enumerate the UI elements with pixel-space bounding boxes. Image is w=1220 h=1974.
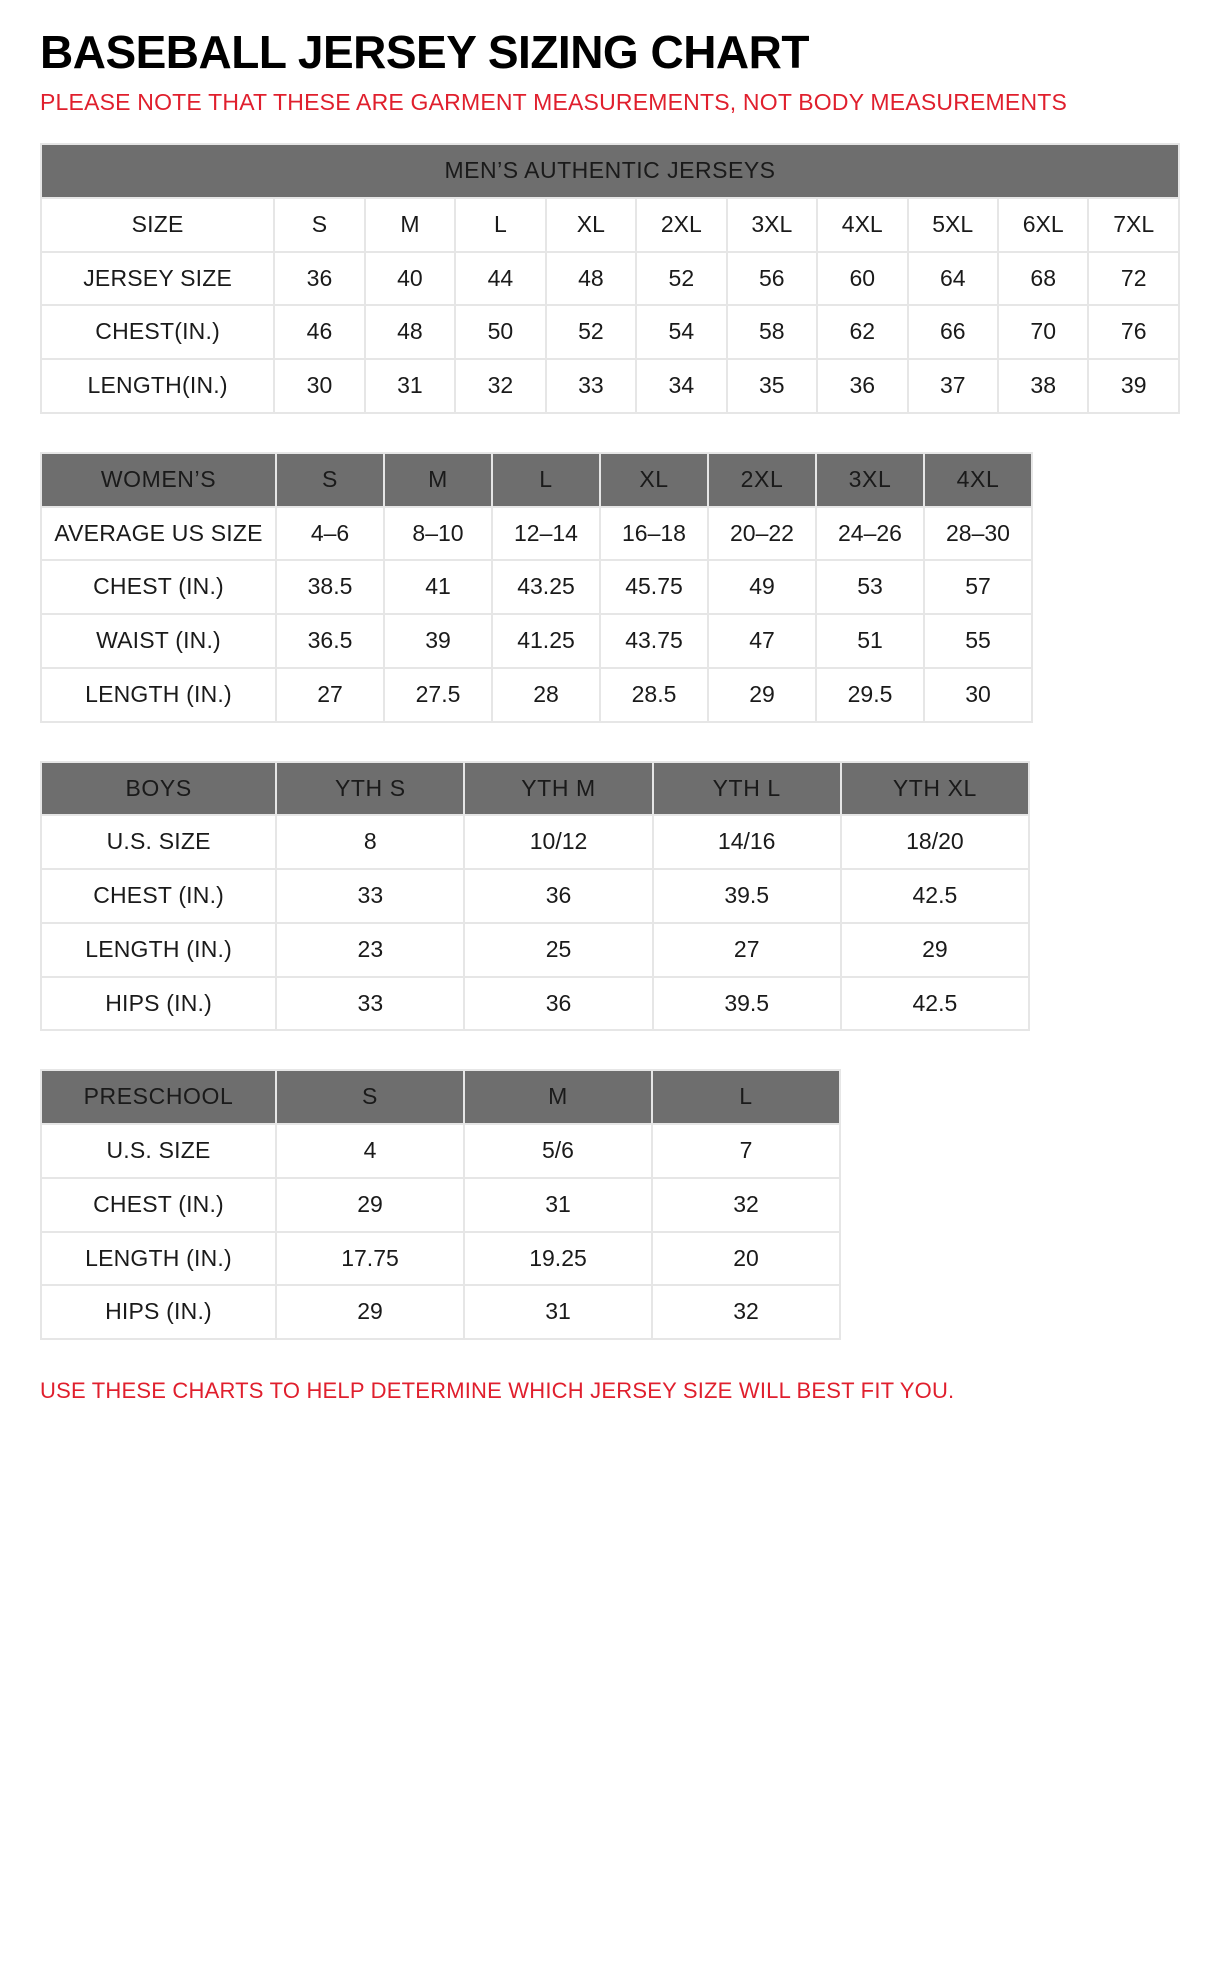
cell: 38 (998, 359, 1088, 413)
preschool-label: PRESCHOOL (41, 1070, 276, 1124)
preschool-size-s: S (276, 1070, 464, 1124)
cell: 52 (546, 305, 636, 359)
row-label: LENGTH (IN.) (41, 1232, 276, 1286)
cell: 16–18 (600, 507, 708, 561)
mens-size-header-row (41, 198, 1179, 252)
row-label: CHEST (IN.) (41, 1178, 276, 1232)
womens-size-l: L (492, 453, 600, 507)
cell: 40 (365, 252, 455, 306)
mens-size-3xl: 3XL (727, 198, 817, 252)
cell: 20–22 (708, 507, 816, 561)
cell: 31 (365, 359, 455, 413)
cell: 54 (636, 305, 726, 359)
cell: 37 (908, 359, 998, 413)
table-row (41, 815, 1029, 869)
preschool-sizing-table (40, 1069, 841, 1340)
cell: 39.5 (653, 977, 841, 1031)
table-row (41, 1232, 840, 1286)
mens-size-s: S (274, 198, 364, 252)
boys-header-row (41, 762, 1029, 816)
cell: 36 (274, 252, 364, 306)
cell: 66 (908, 305, 998, 359)
cell: 50 (455, 305, 545, 359)
mens-size-5xl: 5XL (908, 198, 998, 252)
womens-size-s: S (276, 453, 384, 507)
cell: 52 (636, 252, 726, 306)
cell: 29 (841, 923, 1029, 977)
row-label: LENGTH (IN.) (41, 923, 276, 977)
cell: 34 (636, 359, 726, 413)
row-label: U.S. SIZE (41, 1124, 276, 1178)
mens-size-xl: XL (546, 198, 636, 252)
table-row (41, 668, 1032, 722)
table-row (41, 560, 1032, 614)
mens-sizing-table (40, 143, 1180, 414)
cell: 24–26 (816, 507, 924, 561)
cell: 39 (384, 614, 492, 668)
cell: 55 (924, 614, 1032, 668)
table-row (41, 1285, 840, 1339)
mens-size-4xl: 4XL (817, 198, 907, 252)
boys-label: BOYS (41, 762, 276, 816)
mens-size-m: M (365, 198, 455, 252)
cell: 29 (276, 1178, 464, 1232)
womens-sizing-table (40, 452, 1033, 723)
garment-measurement-note: PLEASE NOTE THAT THESE ARE GARMENT MEASUREMENTS, NOT BODY MEASUREMENTS (40, 89, 1068, 116)
cell: 53 (816, 560, 924, 614)
cell: 62 (817, 305, 907, 359)
cell: 10/12 (464, 815, 652, 869)
table-row (41, 977, 1029, 1031)
cell: 5/6 (464, 1124, 652, 1178)
cell: 51 (816, 614, 924, 668)
cell: 41 (384, 560, 492, 614)
womens-size-m: M (384, 453, 492, 507)
footer-note: USE THESE CHARTS TO HELP DETERMINE WHICH JERSEY SIZE WILL BEST FIT YOU. (40, 1378, 955, 1404)
cell: 29 (708, 668, 816, 722)
mens-size-label: SIZE (41, 198, 274, 252)
womens-label: WOMEN’S (41, 453, 276, 507)
table-row (41, 923, 1029, 977)
cell: 36 (464, 869, 652, 923)
cell: 31 (464, 1178, 652, 1232)
cell: 33 (276, 977, 464, 1031)
mens-size-6xl: 6XL (998, 198, 1088, 252)
table-row (41, 1178, 840, 1232)
cell: 4–6 (276, 507, 384, 561)
row-label: U.S. SIZE (41, 815, 276, 869)
cell: 38.5 (276, 560, 384, 614)
boys-size-yth-l: YTH L (653, 762, 841, 816)
cell: 64 (908, 252, 998, 306)
cell: 43.25 (492, 560, 600, 614)
cell: 8–10 (384, 507, 492, 561)
cell: 48 (546, 252, 636, 306)
row-label: WAIST (IN.) (41, 614, 276, 668)
cell: 72 (1088, 252, 1179, 306)
cell: 47 (708, 614, 816, 668)
cell: 45.75 (600, 560, 708, 614)
cell: 29 (276, 1285, 464, 1339)
cell: 25 (464, 923, 652, 977)
page-title: BASEBALL JERSEY SIZING CHART (40, 26, 809, 78)
cell: 41.25 (492, 614, 600, 668)
row-label: CHEST (IN.) (41, 560, 276, 614)
cell: 42.5 (841, 869, 1029, 923)
cell: 35 (727, 359, 817, 413)
cell: 42.5 (841, 977, 1029, 1031)
cell: 29.5 (816, 668, 924, 722)
cell: 20 (652, 1232, 840, 1286)
row-label: JERSEY SIZE (41, 252, 274, 306)
cell: 30 (274, 359, 364, 413)
boys-size-yth-xl: YTH XL (841, 762, 1029, 816)
mens-banner: MEN’S AUTHENTIC JERSEYS (41, 144, 1179, 198)
cell: 27 (653, 923, 841, 977)
mens-banner-row (41, 144, 1179, 198)
cell: 39 (1088, 359, 1179, 413)
cell: 30 (924, 668, 1032, 722)
row-label: CHEST (IN.) (41, 869, 276, 923)
cell: 8 (276, 815, 464, 869)
womens-size-3xl: 3XL (816, 453, 924, 507)
cell: 32 (652, 1285, 840, 1339)
cell: 12–14 (492, 507, 600, 561)
cell: 19.25 (464, 1232, 652, 1286)
cell: 36 (464, 977, 652, 1031)
table-row (41, 252, 1179, 306)
cell: 68 (998, 252, 1088, 306)
cell: 4 (276, 1124, 464, 1178)
mens-size-7xl: 7XL (1088, 198, 1179, 252)
row-label: CHEST(IN.) (41, 305, 274, 359)
cell: 33 (546, 359, 636, 413)
cell: 76 (1088, 305, 1179, 359)
cell: 32 (455, 359, 545, 413)
cell: 18/20 (841, 815, 1029, 869)
table-row (41, 305, 1179, 359)
cell: 56 (727, 252, 817, 306)
table-row (41, 507, 1032, 561)
cell: 28.5 (600, 668, 708, 722)
cell: 32 (652, 1178, 840, 1232)
womens-size-2xl: 2XL (708, 453, 816, 507)
table-row (41, 869, 1029, 923)
womens-size-xl: XL (600, 453, 708, 507)
cell: 46 (274, 305, 364, 359)
cell: 36.5 (276, 614, 384, 668)
cell: 39.5 (653, 869, 841, 923)
preschool-size-l: L (652, 1070, 840, 1124)
cell: 27 (276, 668, 384, 722)
cell: 48 (365, 305, 455, 359)
cell: 28 (492, 668, 600, 722)
boys-size-yth-s: YTH S (276, 762, 464, 816)
preschool-size-m: M (464, 1070, 652, 1124)
table-row (41, 1124, 840, 1178)
boys-sizing-table (40, 761, 1030, 1032)
row-label: LENGTH (IN.) (41, 668, 276, 722)
row-label: HIPS (IN.) (41, 977, 276, 1031)
row-label: HIPS (IN.) (41, 1285, 276, 1339)
cell: 70 (998, 305, 1088, 359)
mens-size-2xl: 2XL (636, 198, 726, 252)
table-row (41, 614, 1032, 668)
mens-size-l: L (455, 198, 545, 252)
cell: 44 (455, 252, 545, 306)
boys-size-yth-m: YTH M (464, 762, 652, 816)
cell: 57 (924, 560, 1032, 614)
cell: 58 (727, 305, 817, 359)
cell: 31 (464, 1285, 652, 1339)
preschool-header-row (41, 1070, 840, 1124)
womens-size-4xl: 4XL (924, 453, 1032, 507)
cell: 33 (276, 869, 464, 923)
table-row (41, 359, 1179, 413)
cell: 49 (708, 560, 816, 614)
row-label: LENGTH(IN.) (41, 359, 274, 413)
cell: 28–30 (924, 507, 1032, 561)
cell: 60 (817, 252, 907, 306)
cell: 43.75 (600, 614, 708, 668)
cell: 14/16 (653, 815, 841, 869)
cell: 36 (817, 359, 907, 413)
cell: 27.5 (384, 668, 492, 722)
cell: 7 (652, 1124, 840, 1178)
cell: 17.75 (276, 1232, 464, 1286)
row-label: AVERAGE US SIZE (41, 507, 276, 561)
womens-header-row (41, 453, 1032, 507)
cell: 23 (276, 923, 464, 977)
